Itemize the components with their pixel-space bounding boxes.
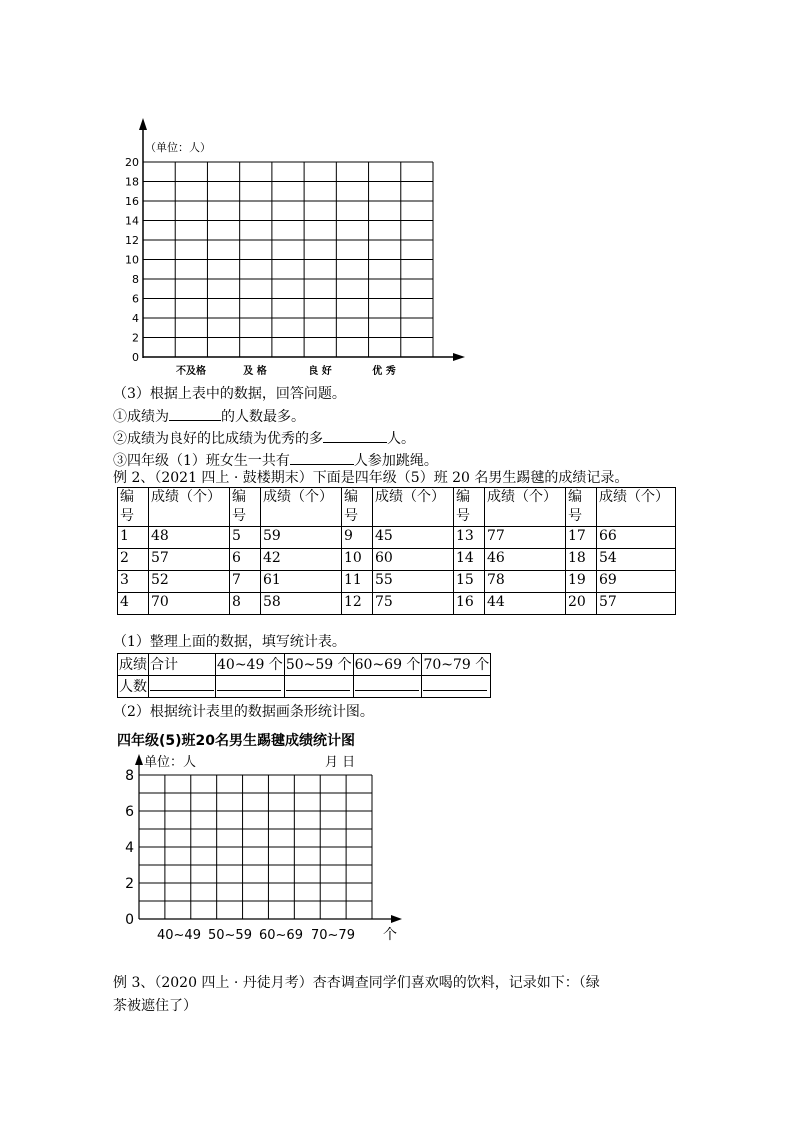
header-id-cell: 编 号 (230, 488, 261, 527)
x-category-label: 不及格 (176, 366, 206, 377)
record-score-cell: 46 (485, 549, 566, 571)
question-2 (113, 428, 415, 449)
record-score-cell: 42 (261, 549, 342, 571)
y-tick-label: 18 (125, 175, 139, 189)
stat-blank[interactable] (423, 676, 487, 691)
record-id-cell: 6 (230, 549, 261, 571)
stat-blank[interactable] (355, 676, 419, 691)
date-label: 月 日 (325, 755, 356, 770)
y-axis-arrow (135, 754, 143, 765)
record-id-cell: 11 (342, 571, 373, 593)
header-score-cell: 成绩（个） (597, 488, 676, 527)
stat-header-cell: 50~59 个 (284, 654, 353, 676)
statistics-table (117, 653, 491, 698)
x-axis-arrow (453, 353, 465, 361)
grid-lines (139, 775, 372, 919)
header-score-cell: 成绩（个） (261, 488, 342, 527)
record-id-cell: 19 (566, 571, 597, 593)
stat-value-row (118, 676, 491, 698)
y-axis-arrow (139, 118, 147, 130)
example-3-line-1: 例 3、（2020 四上 · 丹徒月考）杏杏调查同学们喜欢喝的饮料，记录如下：（绿 (113, 975, 600, 991)
x-category-label: 及 格 (243, 366, 267, 377)
record-score-cell: 69 (597, 571, 676, 593)
record-id-cell: 14 (454, 549, 485, 571)
stat-header-cell: 合计 (149, 654, 216, 676)
example-2-heading: 例 2、（2021 四上 · 鼓楼期末）下面是四年级（5）班 20 名男生踢毽的成绩记录。 (113, 470, 629, 486)
header-score-cell: 成绩（个） (373, 488, 454, 527)
y-tick-label: 12 (125, 234, 139, 247)
record-score-cell: 44 (485, 593, 566, 615)
stat-blank[interactable] (150, 676, 214, 691)
record-score-cell: 54 (597, 549, 676, 571)
header-id-cell: 编 号 (566, 488, 597, 527)
unit-label: 单位：人 (144, 755, 197, 770)
record-score-cell: 57 (597, 593, 676, 615)
q2-after: 人。 (387, 431, 415, 447)
record-header-row (118, 488, 676, 527)
record-id-cell: 2 (118, 549, 149, 571)
x-category-label: 优 秀 (372, 366, 396, 377)
x-category-label: 40~49 (157, 928, 201, 943)
record-id-cell: 15 (454, 571, 485, 593)
stat-header-cell: 70~79 个 (422, 654, 491, 676)
record-id-cell: 5 (230, 527, 261, 549)
record-score-cell: 45 (373, 527, 454, 549)
stat-blank[interactable] (286, 676, 350, 691)
record-id-cell: 12 (342, 593, 373, 615)
stat-header-row (118, 654, 491, 676)
record-id-cell: 4 (118, 593, 149, 615)
record-row (118, 549, 676, 571)
grid-chart-1 (0, 0, 794, 400)
question-1 (113, 406, 305, 427)
answer-blank-2[interactable] (323, 428, 387, 443)
x-category-label: 60~69 (259, 928, 303, 943)
y-tick-label: 2 (125, 876, 134, 892)
stat-header-cell: 60~69 个 (353, 654, 422, 676)
y-tick-label: 6 (132, 292, 139, 306)
record-id-cell: 16 (454, 593, 485, 615)
q1-after: 的人数最多。 (221, 409, 305, 425)
header-id-cell: 编 号 (454, 488, 485, 527)
y-tick-label: 4 (132, 312, 139, 325)
header-score-cell: 成绩（个） (485, 488, 566, 527)
header-id-cell: 编 号 (342, 488, 373, 527)
x-category-label: 70~79 (311, 928, 355, 943)
header-id-cell: 编 号 (118, 488, 149, 527)
header-score-cell: 成绩（个） (149, 488, 230, 527)
example-3-line-2: 茶被遮住了） (113, 998, 197, 1014)
record-id-cell: 10 (342, 549, 373, 571)
y-tick-label: 8 (125, 768, 134, 784)
record-id-cell: 3 (118, 571, 149, 593)
record-score-cell: 48 (149, 527, 230, 549)
grid-chart-2 (0, 720, 794, 950)
record-row (118, 571, 676, 593)
record-score-cell: 75 (373, 593, 454, 615)
stat-header-cell: 40~49 个 (216, 654, 285, 676)
y-tick-label: 14 (125, 214, 139, 228)
record-id-cell: 9 (342, 527, 373, 549)
y-tick-label: 6 (125, 804, 134, 820)
grid-lines (143, 162, 433, 357)
unit-label: （单位：人） (145, 141, 211, 154)
record-id-cell: 8 (230, 593, 261, 615)
stat-header-cell: 成绩 (118, 654, 149, 676)
record-score-cell: 61 (261, 571, 342, 593)
y-tick-label: 0 (125, 912, 134, 928)
record-id-cell: 20 (566, 593, 597, 615)
q2-before: ②成绩为良好的比成绩为优秀的多 (113, 431, 323, 447)
y-tick-label: 16 (125, 195, 139, 208)
record-score-cell: 52 (149, 571, 230, 593)
q3-after: 人参加跳绳。 (353, 453, 438, 469)
record-score-cell: 66 (597, 527, 676, 549)
y-tick-label: 10 (125, 253, 139, 267)
stat-blank[interactable] (217, 676, 281, 691)
record-score-cell: 70 (149, 593, 230, 615)
stat-row-label: 人数 (118, 676, 149, 698)
q1-before: ①成绩为 (113, 409, 169, 425)
q3-intro: （3）根据上表中的数据，回答问题。 (113, 386, 346, 402)
score-record-table (117, 487, 676, 615)
record-score-cell: 59 (261, 527, 342, 549)
x-axis-arrow (391, 915, 402, 923)
example-2-q2: （2）根据统计表里的数据画条形统计图。 (113, 704, 374, 720)
y-tick-label: 8 (132, 273, 139, 286)
q3-before: ③四年级（1）班女生一共有 (113, 453, 290, 469)
x-category-label: 50~59 (208, 928, 252, 943)
x-category-label: 良 好 (308, 366, 332, 377)
record-score-cell: 58 (261, 593, 342, 615)
x-unit-label: 个 (383, 927, 397, 943)
record-id-cell: 13 (454, 527, 485, 549)
y-tick-label: 0 (132, 351, 139, 364)
record-row (118, 527, 676, 549)
chart-2-title: 四年级(5)班20名男生踢毽成绩统计图 (117, 733, 356, 749)
example-2-q1: （1）整理上面的数据，填写统计表。 (113, 634, 346, 650)
record-id-cell: 18 (566, 549, 597, 571)
record-score-cell: 78 (485, 571, 566, 593)
record-score-cell: 77 (485, 527, 566, 549)
y-tick-label: 2 (132, 331, 139, 345)
answer-blank-1[interactable] (169, 406, 221, 421)
y-tick-label: 20 (125, 156, 139, 169)
record-score-cell: 60 (373, 549, 454, 571)
record-score-cell: 57 (149, 549, 230, 571)
record-id-cell: 1 (118, 527, 149, 549)
record-score-cell: 55 (373, 571, 454, 593)
y-tick-label: 4 (125, 840, 134, 856)
record-row (118, 593, 676, 615)
record-id-cell: 17 (566, 527, 597, 549)
record-id-cell: 7 (230, 571, 261, 593)
answer-blank-3[interactable] (290, 450, 354, 465)
